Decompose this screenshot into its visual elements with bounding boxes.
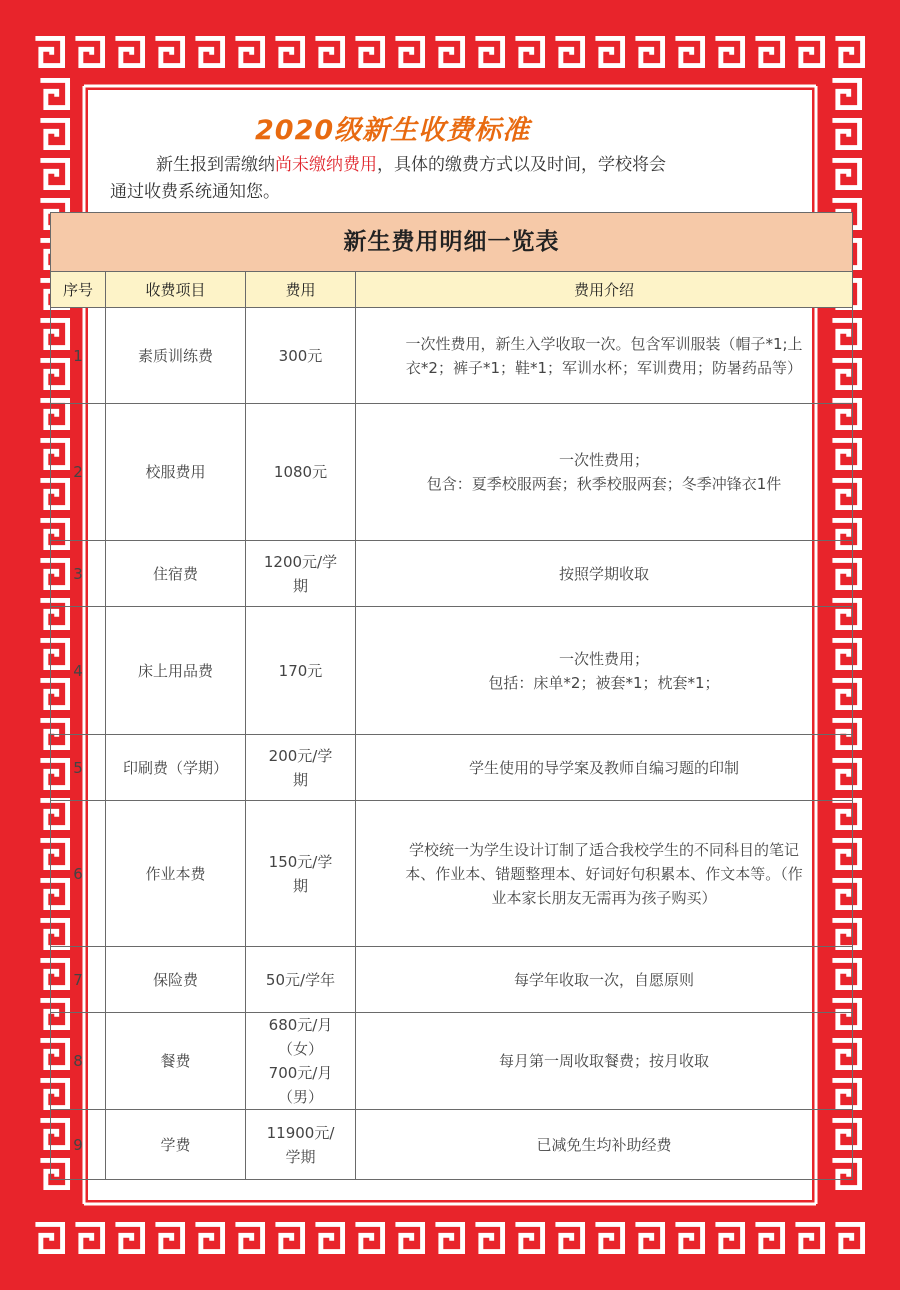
cell-item: 作业本费 — [106, 801, 246, 947]
cell-desc — [356, 1110, 853, 1180]
cell-fee-line: 50元/学年 — [265, 970, 336, 989]
cell-desc — [356, 947, 853, 1013]
cell-fee — [246, 308, 356, 404]
cell-desc-line: 学校统一为学生设计订制了适合我校学生的不同科目的笔记 — [408, 840, 799, 859]
intro-highlight: 尚未缴纳费用 — [275, 155, 377, 175]
cell-item: 餐费 — [106, 1013, 246, 1110]
fee-table — [50, 212, 853, 1180]
cell-fee-line: 200元/学 — [268, 746, 333, 765]
table-row — [51, 801, 853, 947]
cell-no: 1 — [51, 308, 106, 404]
table-caption: 新生费用明细一览表 — [51, 213, 853, 272]
intro-line-1 — [110, 152, 810, 179]
cell-no: 4 — [51, 607, 106, 735]
cell-item: 校服费用 — [106, 404, 246, 541]
cell-fee — [246, 735, 356, 801]
cell-fee-line: 期 — [292, 576, 308, 595]
cell-fee-line: 学期 — [285, 1147, 316, 1166]
cell-desc-line: 一次性费用； — [558, 451, 649, 469]
intro-after: ，具体的缴费方式以及时间，学校将会 — [377, 155, 666, 175]
cell-desc-line: 包括：床单*2；被套*1；枕套*1； — [488, 673, 720, 692]
cell-no: 2 — [51, 404, 106, 541]
cell-desc — [356, 308, 853, 404]
cell-desc-line: 包含：夏季校服两套；秋季校服两套；冬季冲锋衣1件 — [426, 475, 782, 493]
cell-no: 3 — [51, 541, 106, 607]
table-row — [51, 947, 853, 1013]
cell-no: 9 — [51, 1110, 106, 1180]
cell-desc — [356, 404, 853, 541]
cell-desc-line: 每月第一周收取餐费；按月收取 — [498, 1052, 709, 1070]
cell-fee-line: 680元/月 — [268, 1016, 333, 1034]
cell-fee-line: 期 — [292, 876, 308, 895]
header-item: 收费项目 — [106, 272, 246, 308]
cell-desc-line: 一次性费用，新生入学收取一次。包含军训服装（帽子*1;上 — [405, 334, 803, 353]
cell-fee-line: 1080元 — [273, 463, 328, 481]
cell-fee-line: （男） — [277, 1088, 323, 1106]
cell-fee — [246, 541, 356, 607]
cell-desc — [356, 607, 853, 735]
cell-desc-line: 已减免生均补助经费 — [536, 1135, 672, 1154]
cell-desc-line: 每学年收取一次，自愿原则 — [513, 970, 694, 989]
cell-fee — [246, 801, 356, 947]
intro-text — [110, 152, 810, 206]
cell-desc-line: 本、作业本、错题整理本、好词好句积累本、作文本等。（作 — [405, 864, 803, 883]
cell-fee — [246, 404, 356, 541]
cell-desc — [356, 541, 853, 607]
cell-fee-line: 700元/月 — [268, 1064, 333, 1082]
table-row — [51, 1110, 853, 1180]
cell-fee — [246, 1013, 356, 1110]
cell-desc — [356, 735, 853, 801]
cell-fee-line: 期 — [292, 770, 308, 789]
cell-fee — [246, 1110, 356, 1180]
cell-item: 印刷费（学期） — [106, 735, 246, 801]
intro-line-2: 通过收费系统通知您。 — [110, 182, 280, 202]
cell-desc-line: 学生使用的导学案及教师自编习题的印制 — [468, 758, 739, 777]
cell-fee-line: 1200元/学 — [263, 552, 338, 571]
cell-fee-line: （女） — [277, 1040, 323, 1058]
cell-no: 7 — [51, 947, 106, 1013]
page-title: 2020级新生收费标准 — [255, 115, 531, 146]
header-desc: 费用介绍 — [356, 272, 853, 308]
cell-no: 5 — [51, 735, 106, 801]
table-row — [51, 607, 853, 735]
cell-no: 8 — [51, 1013, 106, 1110]
cell-desc-line: 业本家长朋友无需再为孩子购买） — [491, 888, 717, 907]
table-header-row — [51, 272, 853, 308]
table-row — [51, 1013, 853, 1110]
table-row — [51, 735, 853, 801]
table-row — [51, 541, 853, 607]
table-row — [51, 404, 853, 541]
table-caption-row — [51, 213, 853, 272]
cell-desc-line: 衣*2；裤子*1；鞋*1；军训水杯；军训费用；防暑药品等） — [405, 358, 803, 377]
cell-fee — [246, 947, 356, 1013]
cell-desc — [356, 801, 853, 947]
cell-item: 住宿费 — [106, 541, 246, 607]
cell-item: 学费 — [106, 1110, 246, 1180]
cell-desc-line: 按照学期收取 — [558, 564, 649, 583]
cell-no: 6 — [51, 801, 106, 947]
intro-before: 新生报到需缴纳 — [156, 155, 275, 175]
cell-item: 床上用品费 — [106, 607, 246, 735]
cell-fee-line: 150元/学 — [268, 852, 333, 871]
cell-desc-line: 一次性费用； — [558, 649, 649, 668]
header-fee: 费用 — [246, 272, 356, 308]
cell-item: 素质训练费 — [106, 308, 246, 404]
cell-fee — [246, 607, 356, 735]
table-row — [51, 308, 853, 404]
cell-item: 保险费 — [106, 947, 246, 1013]
cell-fee-line: 11900元/ — [266, 1123, 335, 1142]
header-no: 序号 — [51, 272, 106, 308]
cell-desc — [356, 1013, 853, 1110]
cell-fee-line: 170元 — [278, 661, 323, 680]
cell-fee-line: 300元 — [278, 346, 323, 365]
